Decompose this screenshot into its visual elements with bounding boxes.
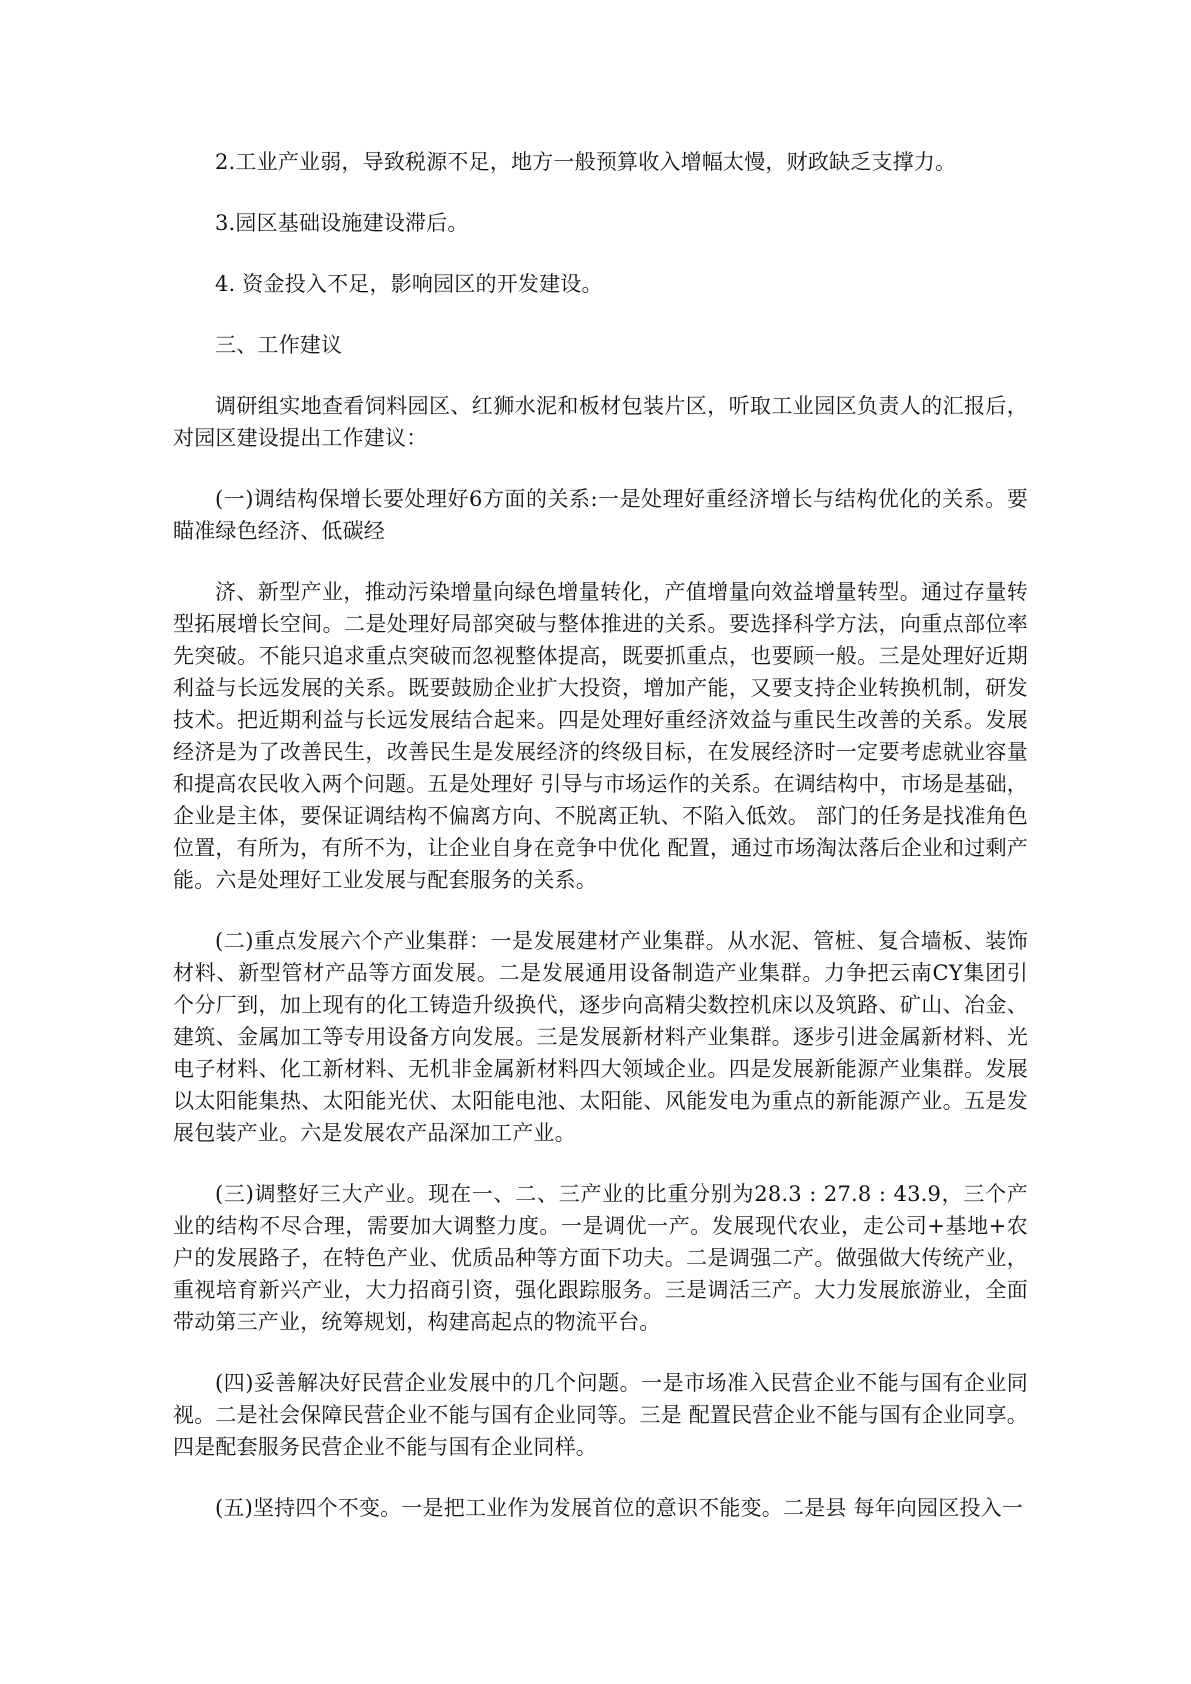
paragraph-suggestion-2: (二)重点发展六个产业集群：一是发展建材产业集群。从水泥、管桩、复合墙板、装饰材料、新型管材产品等方面发展。二是发展通用设备制造产业集群。力争把云南CY集团引个分厂到，加上现有的化工铸造升级换代，逐步向高精尖数控机床以及筑路、矿山、冶金、建筑、金属加工等专用设备方向发展。三是发展新材料产业集群。逐步引进金属新材料、光电子材料、化工新材料、无机非金属新材料四大领域企业。四是发展新能源产业集群。发展以太阳能集热、太阳能光伏、太阳能电池、太阳能、风能发电为重点的新能源产业。五是发展包装产业。六是发展农产品深加工产业。 [173,929,1028,1145]
paragraph-suggestion-4: (四)妥善解决好民营企业发展中的几个问题。一是市场准入民营企业不能与国有企业同视。二是社会保障民营企业不能与国有企业同等。三是 配置民营企业不能与国有企业同享。四是配套服务民营企业不能与国有企业同样。 [173,1371,1028,1459]
paragraph-suggestion-1-continued: 济、新型产业，推动污染增量向绿色增量转化，产值增量向效益增量转型。通过存量转型拓展增长空间。二是处理好局部突破与整体推进的关系。要选择科学方法，向重点部位率先突破。不能只追求重点突破而忽视整体提高，既要抓重点，也要顾一般。三是处理好近期利益与长远发展的关系。既要鼓励企业扩大投资，增加产能，又要支持企业转换机制，研发技术。把近期利益与长远发展结合起来。四是处理好重经济效益与重民生改善的关系。发展经济是为了改善民生，改善民生是发展经济的终级目标，在发展经济时一定要考虑就业容量和提高农民收入两个问题。五是处理好 引导与市场运作的关系。在调结构中，市场是基础，企业是主体，要保证调结构不偏离方向、不脱离正轨、不陷入低效。 部门的任务是找准角色位置，有所为，有所不为，让企业自身在竞争中优化 配置，通过市场淘汰落后企业和过剩产能。六是处理好工业发展与配套服务的关系。 [173,580,1028,892]
paragraph-intro: 调研组实地查看饲料园区、红狮水泥和板材包装片区，听取工业园区负责人的汇报后，对园区建设提出工作建议： [173,394,1028,450]
document-body [173,146,1028,1524]
paragraph-suggestion-5: (五)坚持四个不变。一是把工业作为发展首位的意识不能变。二是县 每年向园区投入一 [215,1496,1024,1520]
paragraph-suggestion-1: (一)调结构保增长要处理好6方面的关系:一是处理好重经济增长与结构优化的关系。要瞄准绿色经济、低碳经 [173,487,1028,543]
paragraph-suggestion-3: (三)调整好三大产业。现在一、二、三产业的比重分别为28.3 : 27.8 : 43.9，三个产业的结构不尽合理，需要加大调整力度。一是调优一产。发展现代农业，走公司+基地+农户的发展路子，在特色产业、优质品种等方面下功夫。二是调强二产。做强做大传统产业，重视培育新兴产业，大力招商引资，强化跟踪服务。三是调活三产。大力发展旅游业，全面带动第三产业，统筹规划，构建高起点的物流平台。 [173,1182,1028,1334]
paragraph-issue-3: 3.园区基础设施建设滞后。 [215,211,469,235]
section-heading-work-suggestions: 三、工作建议 [215,333,343,357]
paragraph-issue-2: 2.工业产业弱，导致税源不足，地方一般预算收入增幅太慢，财政缺乏支撑力。 [215,150,957,174]
paragraph-issue-4: 4. 资金投入不足，影响园区的开发建设。 [215,272,603,296]
